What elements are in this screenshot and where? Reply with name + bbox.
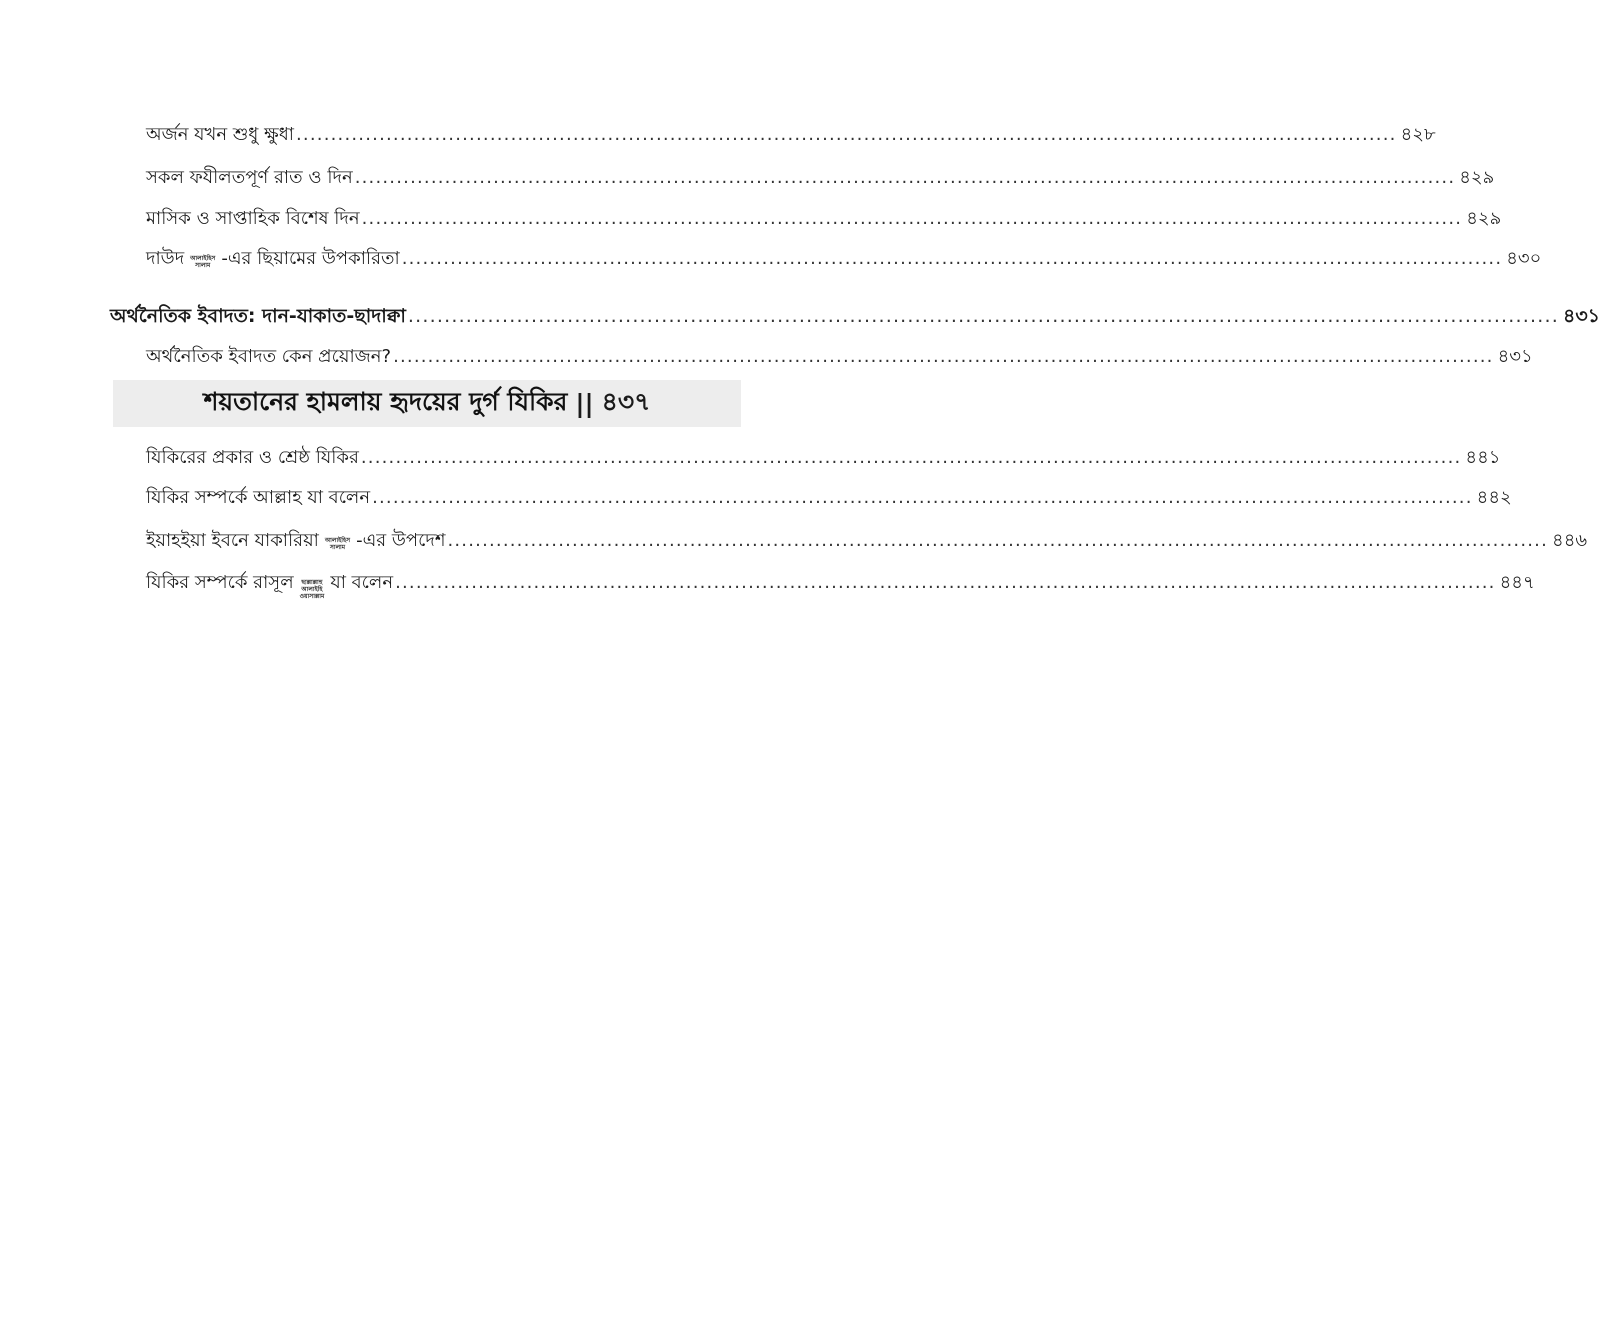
honorific-line: সালাম: [329, 544, 346, 551]
toc-entry-title: সকল ফযীলতপূর্ণ রাত ও দিন: [146, 167, 353, 188]
dot-leader: ...............................................................................................................................................................: [361, 208, 1463, 229]
dot-leader: ...............................................................................................................................................................: [354, 167, 1456, 188]
chapter-heading-band: [113, 380, 741, 427]
toc-entry-title-after: যা বলেন: [330, 572, 394, 593]
toc-entry: [146, 483, 1512, 514]
honorific-ligature: [325, 537, 350, 551]
toc-entry: [146, 244, 1542, 275]
chapter-page-number: ৪৩৭: [601, 387, 651, 416]
toc-entry: [146, 120, 1436, 151]
honorific-line: আলাইহিস: [190, 255, 216, 262]
honorific-line: ওয়াসাল্লাম: [299, 593, 325, 600]
toc-entry-title: যিকিরের প্রকার ও শ্রেষ্ঠ যিকির: [146, 447, 359, 468]
toc-entry: [146, 526, 1588, 557]
dot-leader: ...............................................................................................................................................................: [395, 572, 1496, 593]
toc-entry-title-before: দাউদ: [146, 248, 185, 269]
dot-leader: ...............................................................................................................................................................: [372, 487, 1473, 508]
toc-page-number: ৪৪৭: [1499, 572, 1535, 593]
toc-entry-title-after: -এর উপদেশ: [356, 530, 446, 551]
dot-leader: ...............................................................................................................................................................: [296, 124, 1397, 145]
toc-page-number: ৪২৯: [1459, 167, 1495, 188]
toc-page-number: ৪৪৬: [1552, 530, 1588, 551]
toc-entry-title-after: -এর ছিয়ামের উপকারিতা: [221, 248, 400, 269]
honorific-line: ছাল্লাল্লাহু: [301, 579, 323, 586]
dot-leader: ...............................................................................................................................................................: [393, 346, 1494, 367]
dot-leader: ...............................................................................................................................................................: [360, 447, 1462, 468]
toc-entry: [146, 204, 1502, 235]
toc-page-number: ৪৪২: [1476, 487, 1512, 508]
toc-entry-title: [146, 526, 445, 557]
toc-section-heading: [110, 302, 1600, 334]
dot-leader: ...............................................................................................................................................................: [447, 530, 1549, 551]
toc-page-number: ৪৩১: [1497, 346, 1533, 367]
toc-page-number: ৪২৯: [1466, 208, 1502, 229]
honorific-line: সালাম: [195, 262, 211, 269]
honorific-line: আলাইহিস: [324, 537, 351, 544]
toc-entry-title-before: ইয়াহইয়া ইবনে যাকারিয়া: [146, 530, 319, 551]
honorific-line: আলাইহি: [301, 586, 323, 593]
toc-entry-title: অর্জন যখন শুধু ক্ষুধা: [146, 124, 295, 145]
toc-section-title: অর্থনৈতিক ইবাদত: দান-যাকাত-ছাদাক্বা: [110, 305, 406, 327]
dot-leader: ...............................................................................................................................................................: [401, 248, 1503, 269]
toc-entry-title: [146, 244, 400, 275]
toc-page-number: ৪২৮: [1400, 124, 1436, 145]
toc-entry: [146, 163, 1495, 194]
honorific-ligature: [300, 579, 325, 600]
toc-entry-title: যিকির সম্পর্কে আল্লাহ যা বলেন: [146, 487, 371, 508]
chapter-separator: ||: [575, 389, 594, 418]
toc-page-number: ৪৪১: [1465, 447, 1501, 468]
toc-entry: [146, 342, 1533, 373]
toc-entry-title: মাসিক ও সাপ্তাহিক বিশেষ দিন: [146, 208, 360, 229]
chapter-title: শয়তানের হামলায় হৃদয়ের দুর্গ যিকির: [203, 387, 568, 416]
toc-entry-title: [146, 568, 393, 604]
toc-page-number: ৪৩১: [1562, 305, 1600, 327]
toc-entry: [146, 568, 1535, 604]
toc-entry-title-before: যিকির সম্পর্কে রাসূল: [146, 572, 294, 593]
honorific-ligature: [190, 255, 215, 269]
toc-entry: [146, 443, 1501, 474]
toc-entry-title: অর্থনৈতিক ইবাদত কেন প্রয়োজন?: [146, 346, 392, 367]
dot-leader: ...............................................................................................................................................................: [407, 305, 1559, 327]
toc-page-number: ৪৩০: [1506, 248, 1542, 269]
